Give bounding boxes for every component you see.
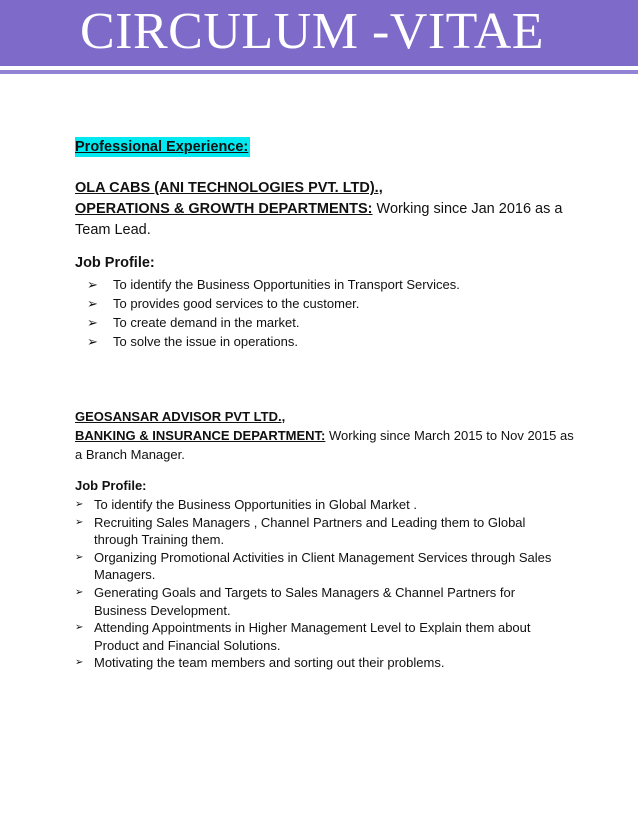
list-item: ➢ Organizing Promotional Activities in Client Management Services through Sales Managers. (75, 549, 552, 583)
arrow-bullet-icon: ➢ (75, 499, 84, 510)
list-item: ➢ To create demand in the market. (87, 315, 300, 330)
arrow-bullet-icon: ➢ (75, 657, 84, 669)
job-description: Working since Jan 2016 as a Team Lead. (75, 201, 563, 238)
list-item: ➢ Recruiting Sales Managers , Channel Partners and Leading them to Global through Training them. (75, 514, 526, 548)
arrow-bullet-icon: ➢ (75, 586, 84, 598)
arrow-bullet-icon: ➢ (75, 516, 84, 528)
job-profile-list (75, 496, 565, 672)
header-underline (0, 70, 638, 74)
department-name: OPERATIONS & GROWTH DEPARTMENTS: (75, 201, 373, 217)
company-name: OLA CABS (ANI TECHNOLOGIES PVT. LTD)., (75, 180, 383, 196)
arrow-bullet-icon: ➢ (87, 334, 98, 349)
job-profile-heading: Job Profile: (75, 478, 147, 493)
job-entry-ola (75, 178, 575, 241)
company-name: GEOSANSAR ADVISOR PVT LTD., (75, 409, 286, 424)
document-title: CIRCULUM -VITAE (80, 3, 545, 60)
job-profile-list (75, 275, 575, 351)
job-description: Working since March 2015 to Nov 2015 as a Branch Manager. (75, 428, 574, 462)
resume-content (75, 137, 575, 672)
list-item: ➢ Generating Goals and Targets to Sales Managers & Channel Partners for Business Development. (75, 584, 516, 618)
list-item: ➢ To identify the Business Opportunities in Transport Services. (87, 277, 460, 292)
list-item: ➢ Motivating the team members and sorting out their problems. (75, 655, 445, 671)
job-summary (75, 426, 575, 464)
arrow-bullet-icon: ➢ (87, 277, 98, 292)
list-item: ➢ To provides good services to the customer. (87, 296, 360, 311)
list-item: ➢ Attending Appointments in Higher Management Level to Explain them about Product and Financial Solutions. (75, 620, 531, 653)
section-heading: Professional Experience: (75, 139, 249, 155)
arrow-bullet-icon: ➢ (75, 622, 84, 634)
job-summary (75, 199, 575, 241)
job-entry-geosansar (75, 407, 575, 464)
arrow-bullet-icon: ➢ (87, 315, 98, 330)
list-item: ➢ To solve the issue in operations. (87, 334, 298, 349)
list-item: ➢ To identify the Business Opportunities in Global Market . (75, 497, 417, 512)
arrow-bullet-icon: ➢ (75, 551, 84, 563)
department-name: BANKING & INSURANCE DEPARTMENT: (75, 428, 326, 443)
job-profile-heading: Job Profile: (75, 255, 155, 271)
arrow-bullet-icon: ➢ (87, 296, 98, 311)
